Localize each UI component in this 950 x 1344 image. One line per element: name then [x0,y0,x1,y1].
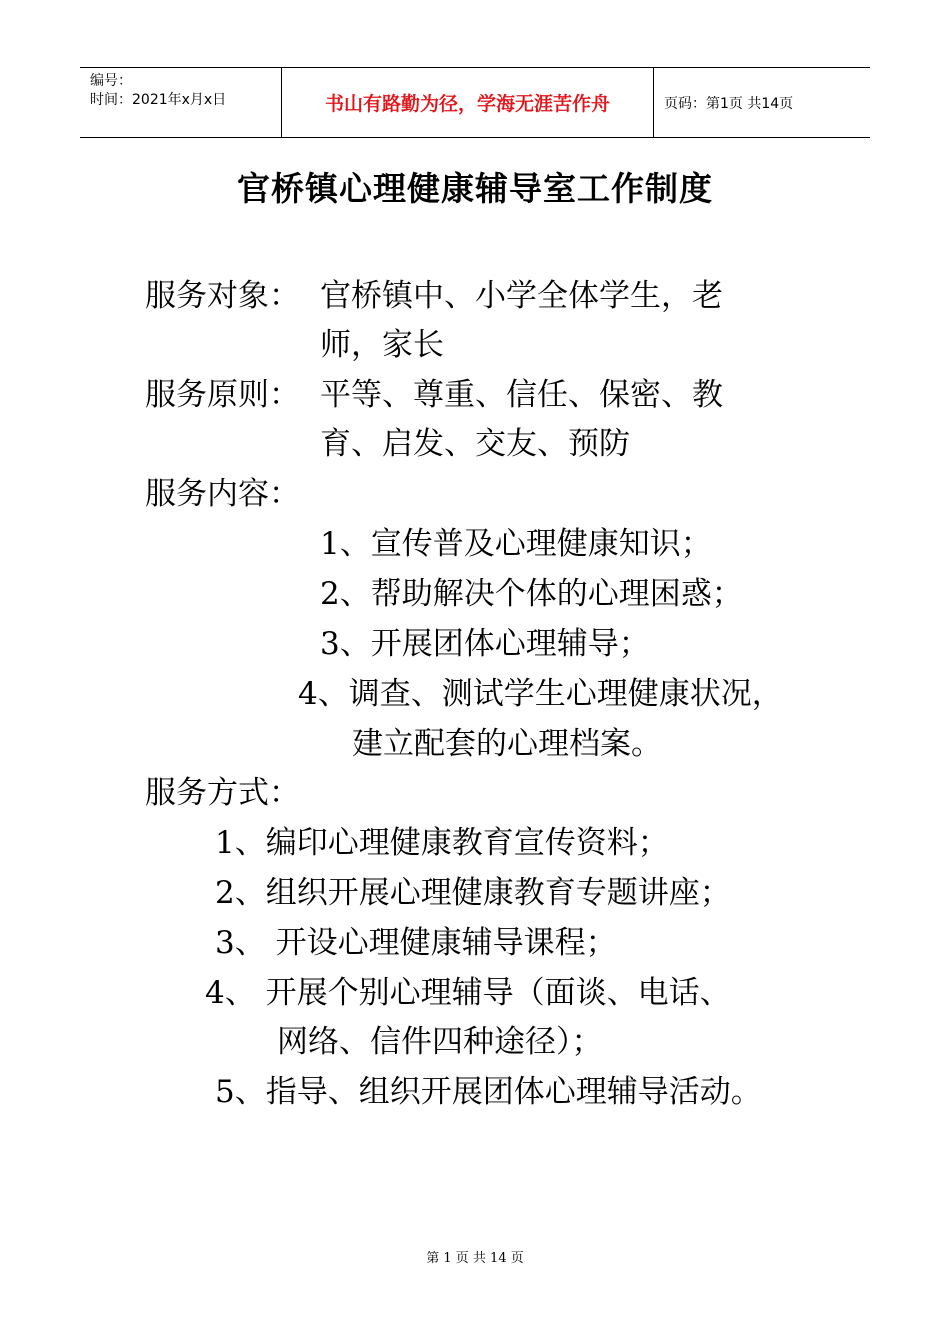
method-item: 4、 开展个别心理辅导（面谈、电话、 [205,975,731,1011]
method-item: 2、组织开展心理健康教育专题讲座； [215,875,731,911]
header-date: 时间：2021年x月x日 [90,92,227,108]
content-item: 3、开展团体心理辅导； [320,626,650,662]
target-text-1: 官桥镇中、小学全体学生，老 [320,278,723,314]
document-title: 官桥镇心理健康辅导室工作制度 [237,169,713,208]
content-item: 2、帮助解决个体的心理困惑； [320,576,743,612]
header-info [80,68,282,137]
page-header [80,67,870,138]
method-label: 服务方式： [145,775,300,811]
content-item: 1、宣传普及心理健康知识； [320,526,712,562]
method-item: 5、指导、组织开展团体心理辅导活动。 [215,1074,762,1110]
target-text-2: 师，家长 [320,327,444,363]
target-label: 服务对象： [145,278,300,314]
principle-label: 服务原则： [145,377,300,413]
method-item-continued: 网络、信件四种途径）； [277,1024,603,1060]
page-footer: 第 1 页 共 14 页 [426,1251,524,1266]
method-item: 1、编印心理健康教育宣传资料； [215,825,669,861]
content-item: 4、调查、测试学生心理健康状况， [298,676,783,712]
method-item: 3、 开设心理健康辅导课程； [215,925,617,961]
header-code: 编号： [90,73,132,89]
header-page: 页码：第1页 共14页 [664,95,794,112]
content-item-continued: 建立配套的心理档案。 [352,726,662,762]
content-label: 服务内容： [145,476,300,512]
principle-text-1: 平等、尊重、信任、保密、教 [320,377,723,413]
header-motto: 书山有路勤为径，学海无涯苦作舟 [282,68,654,137]
principle-text-2: 育、启发、交友、预防 [320,426,630,462]
